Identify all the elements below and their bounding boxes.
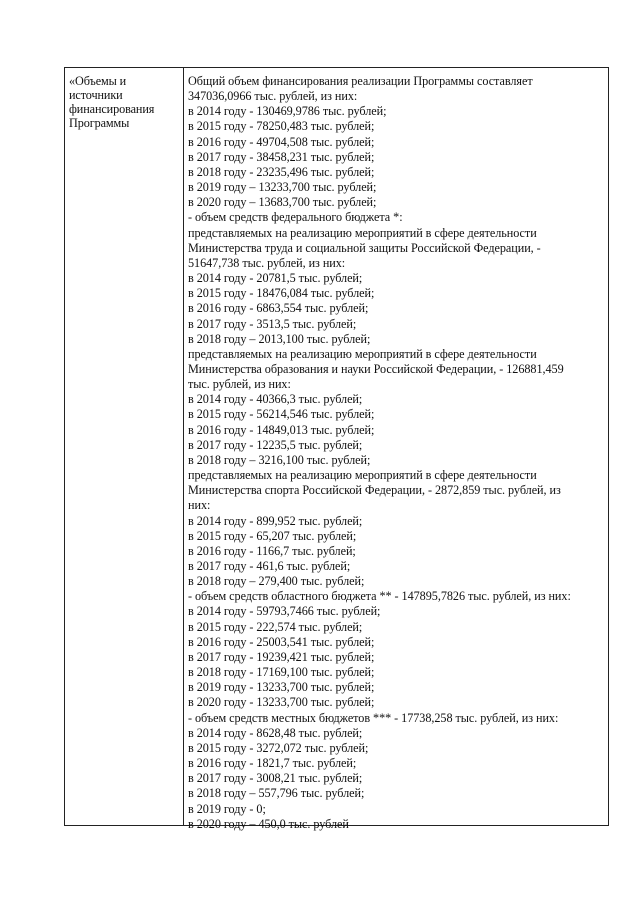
content-line: в 2014 году - 59793,7466 тыс. рублей; (188, 604, 381, 619)
content-line: в 2019 году – 13233,700 тыс. рублей; (188, 180, 377, 195)
content-line: в 2015 году - 18476,084 тыс. рублей; (188, 286, 375, 301)
content-line: представляемых на реализацию мероприятий в сфере деятельности (188, 468, 537, 483)
content-line: в 2019 году - 0; (188, 801, 266, 816)
content-line: в 2017 году - 38458,231 тыс. рублей; (188, 149, 375, 164)
content-cell (184, 68, 608, 831)
content-line: в 2014 году - 130469,9786 тыс. рублей; (188, 104, 387, 119)
content-line: в 2015 году - 78250,483 тыс. рублей; (188, 119, 375, 134)
content-line: в 2018 году – 279,400 тыс. рублей; (188, 574, 365, 589)
content-line: в 2016 году - 25003,541 тыс. рублей; (188, 634, 375, 649)
content-line: в 2018 году – 2013,100 тыс. рублей; (188, 331, 371, 346)
content-line: в 2016 году - 14849,013 тыс. рублей; (188, 422, 375, 437)
content-line: в 2020 году - 13233,700 тыс. рублей; (188, 695, 375, 710)
content-line: в 2018 году – 3216,100 тыс. рублей; (188, 452, 371, 467)
content-line: в 2016 году - 1821,7 тыс. рублей; (188, 756, 357, 771)
content-line: в 2017 году - 12235,5 тыс. рублей; (188, 437, 363, 452)
financing-table (64, 67, 609, 831)
content-line: - объем средств федерального бюджета *: (188, 210, 403, 225)
content-line: в 2018 году – 557,796 тыс. рублей; (188, 786, 365, 801)
content-line: в 2017 году - 3513,5 тыс. рублей; (188, 316, 357, 331)
content-line: в 2016 году - 49704,508 тыс. рублей; (188, 134, 375, 149)
label-line: «Объемы и (69, 74, 127, 88)
content-line: Министерства спорта Российской Федерации, - 2872,859 тыс. рублей, из (188, 483, 561, 498)
content-line: в 2015 году - 3272,072 тыс. рублей; (188, 740, 369, 755)
content-line: в 2016 году - 1166,7 тыс. рублей; (188, 543, 356, 558)
content-line: в 2020 году – 13683,700 тыс. рублей; (188, 195, 377, 210)
content-line: в 2014 году - 899,952 тыс. рублей; (188, 513, 363, 528)
content-line: в 2020 году – 450,0 тыс. рублей (188, 816, 349, 831)
content-line: в 2014 году - 20781,5 тыс. рублей; (188, 271, 363, 286)
content-line: - объем средств местных бюджетов *** - 17738,258 тыс. рублей, из них: (188, 710, 559, 725)
content-line: в 2017 году - 461,6 тыс. рублей; (188, 559, 351, 573)
content-line: - объем средств областного бюджета ** - 147895,7826 тыс. рублей, из них: (188, 589, 571, 604)
content-line: представляемых на реализацию мероприятий в сфере деятельности (188, 346, 537, 361)
content-line: в 2014 году - 40366,3 тыс. рублей; (188, 392, 363, 407)
content-line: в 2015 году - 222,574 тыс. рублей; (188, 619, 363, 634)
content-line: в 2016 году - 6863,554 тыс. рублей; (188, 301, 369, 316)
content-line: в 2019 году - 13233,700 тыс. рублей; (188, 680, 375, 695)
content-line: представляемых на реализацию мероприятий в сфере деятельности (188, 225, 537, 240)
label-line: Программы (69, 116, 130, 130)
content-line: 347036,0966 тыс. рублей, из них: (188, 89, 358, 104)
content-line: них: (188, 498, 211, 513)
content-line: Общий объем финансирования реализации Программы составляет (188, 74, 533, 88)
content-line: в 2017 году - 3008,21 тыс. рублей; (188, 771, 363, 786)
content-line: в 2015 году - 56214,546 тыс. рублей; (188, 407, 375, 422)
label-cell (65, 68, 184, 825)
content-line: в 2014 году - 8628,48 тыс. рублей; (188, 725, 363, 740)
content-line: 51647,738 тыс. рублей, из них: (188, 255, 346, 270)
content-line: в 2017 году - 19239,421 тыс. рублей; (188, 649, 375, 664)
content-line: тыс. рублей, из них: (188, 377, 291, 392)
label-line: источники (69, 88, 123, 102)
label-line: финансирования (69, 102, 155, 116)
content-line: в 2018 году - 23235,496 тыс. рублей; (188, 164, 375, 179)
content-line: Министерства труда и социальной защиты Российской Федерации, - (188, 240, 541, 255)
content-line: Министерства образования и науки Российской Федерации, - 126881,459 (188, 361, 564, 376)
content-line: в 2015 году - 65,207 тыс. рублей; (188, 528, 357, 543)
content-line: в 2018 году - 17169,100 тыс. рублей; (188, 665, 375, 680)
